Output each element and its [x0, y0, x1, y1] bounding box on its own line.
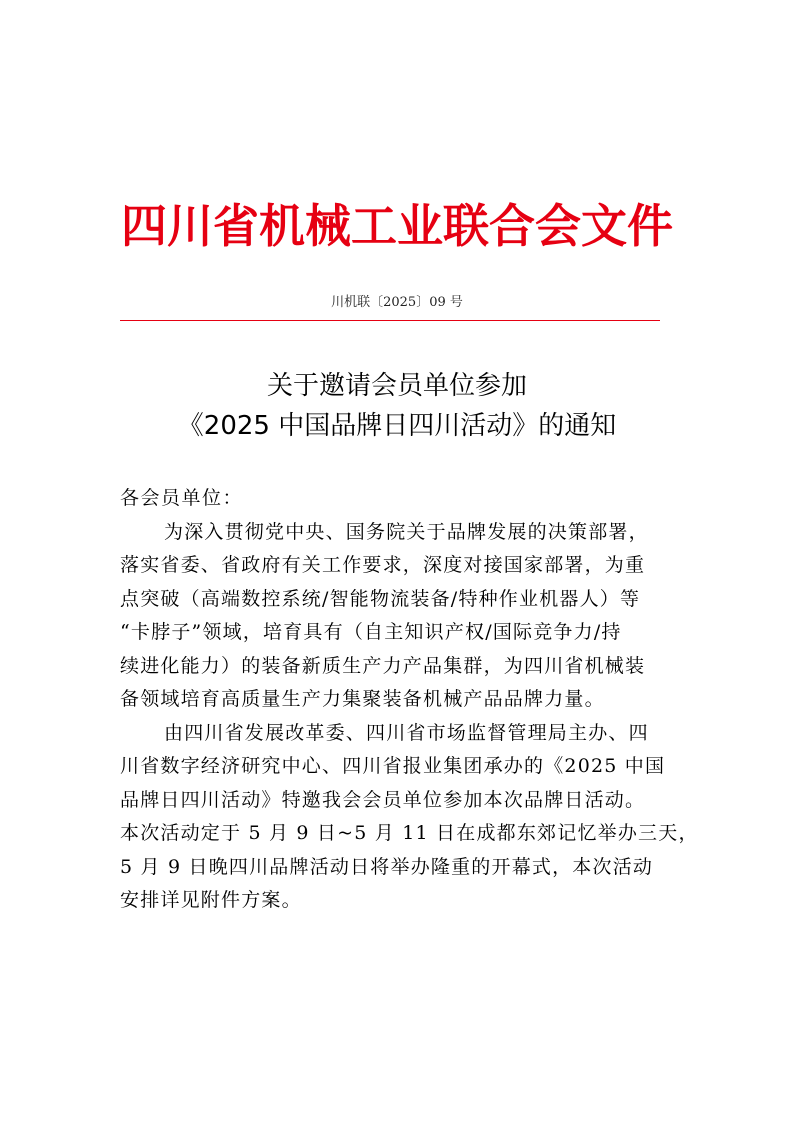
paragraph-line: 安排详见附件方案。 — [120, 889, 302, 911]
notice-title — [0, 366, 794, 446]
document-number: 川机联〔2025〕09 号 — [331, 295, 463, 310]
paragraph-line: 备领域培育高质量生产力集聚装备机械产品品牌力量。 — [120, 688, 605, 710]
paragraph-line: 川省数字经济研究中心、四川省报业集团承办的《2025 中国 — [120, 755, 666, 777]
paragraph-line: 由四川省发展改革委、四川省市场监督管理局主办、四 — [164, 721, 649, 744]
paragraph-line: 品牌日四川活动》特邀我会会员单位参加本次品牌日活动。 — [120, 788, 646, 811]
paragraph-line: 落实省委、省政府有关工作要求，深度对接国家部署，为重 — [120, 554, 646, 576]
paragraph-line: 续进化能力）的装备新质生产力产品集群，为四川省机械装 — [120, 654, 646, 677]
paragraph-line: “卡脖子”领域，培育具有（自主知识产权/国际竞争力/持 — [120, 621, 622, 643]
notice-title-line-1: 关于邀请会员单位参加 — [266, 371, 527, 401]
paragraph-line: 点突破（高端数控系统/智能物流装备/特种作业机器人）等 — [120, 587, 641, 610]
red-divider-line — [120, 320, 660, 321]
paragraph-line: 5 月 9 日晚四川品牌活动日将举办隆重的开幕式，本次活动 — [120, 855, 654, 878]
paragraph-2 — [120, 717, 699, 918]
paragraph-1 — [120, 516, 680, 717]
paragraph-line: 本次活动定于 5 月 9 日~5 月 11 日在成都东郊记忆举办三天， — [120, 822, 699, 844]
salutation: 各会员单位： — [120, 487, 244, 509]
document-header-title: 四川省机械工业联合会文件 — [121, 199, 673, 253]
notice-body — [120, 482, 699, 918]
paragraph-line: 为深入贯彻党中央、国务院关于品牌发展的决策部署， — [164, 520, 649, 543]
notice-title-line-2: 《2025 中国品牌日四川活动》的通知 — [177, 411, 617, 441]
